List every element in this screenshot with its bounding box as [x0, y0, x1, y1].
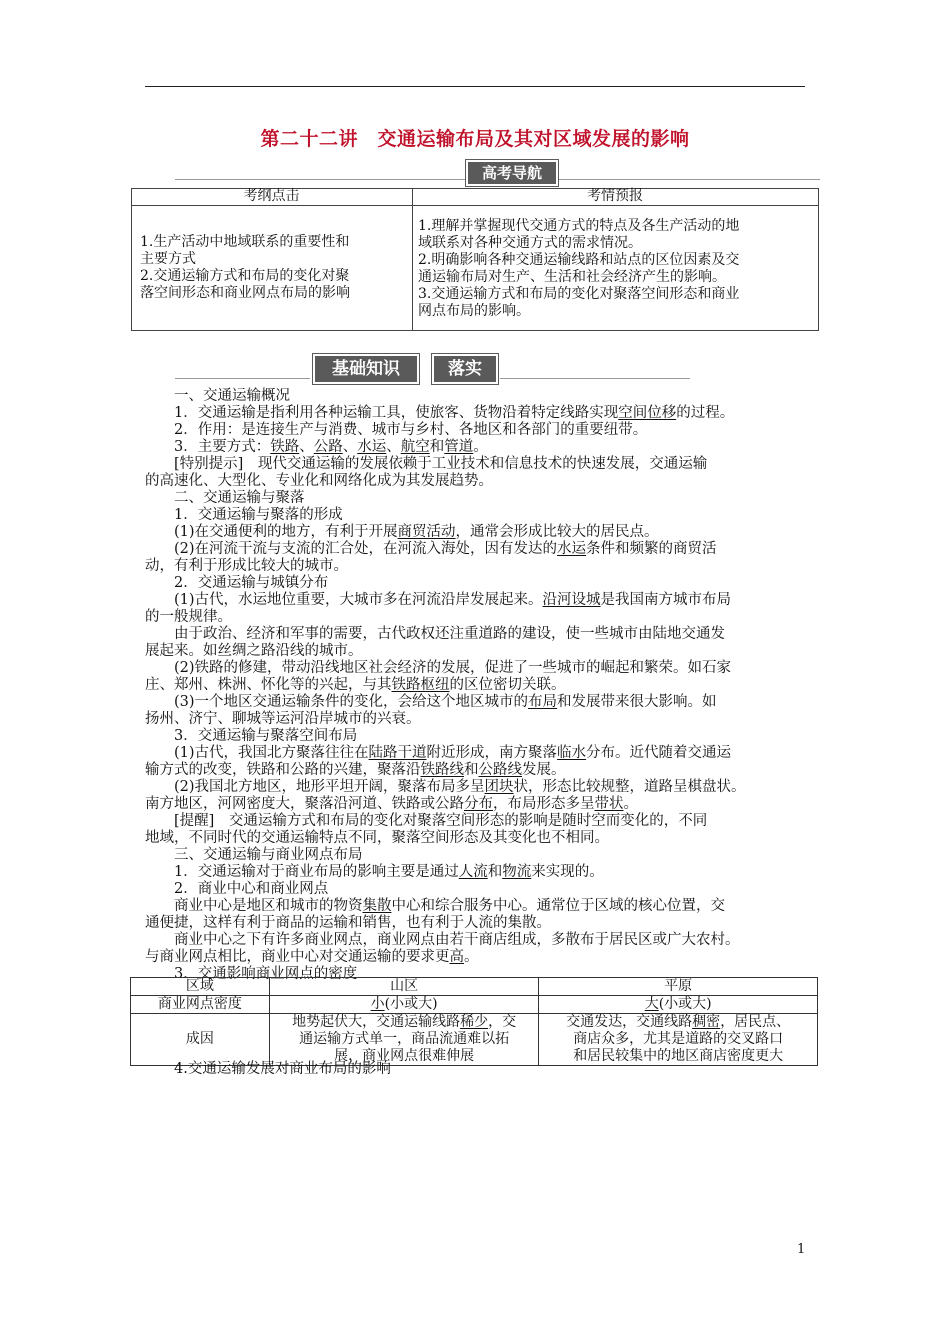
text-line: (1)在交通便利的地方，有利于开展商贸活动，通常会形成比较大的居民点。: [145, 524, 659, 540]
guide-col1-line: 1.生产活动中地域联系的重要性和: [140, 234, 350, 250]
banner2-line-left: [175, 378, 310, 379]
text-line: (1)古代，水运地位重要，大城市多在河流沿岸发展起来。沿河设城是我国南方城市布局: [145, 592, 732, 608]
answer-blank: 铁路枢纽: [391, 677, 450, 693]
gaokao-banner: 高考导航: [466, 160, 558, 186]
answer-blank: 公路: [313, 439, 343, 455]
text-line: (2)在河流干流与支流的汇合处，在河流入海处，因有发达的水运条件和频繁的商贸活: [145, 541, 717, 557]
table-cell: 商业网点密度: [131, 996, 270, 1014]
text-line: 地域，不同时代的交通运输特点不同，聚落空间形态及其变化也不相同。: [145, 830, 609, 846]
text-line: 庄、郑州、株洲、怀化等的兴起，与其铁路枢纽的区位密切关联。: [145, 677, 566, 693]
answer-blank: 临水: [557, 745, 587, 761]
guide-col2-line: 3.交通运输方式和布局的变化对聚落空间形态和商业: [418, 286, 740, 302]
text-line: 通便捷，这样有利于商品的运输和销售，也有利于人流的集散。: [145, 915, 551, 931]
answer-blank: 铁路线: [420, 762, 464, 778]
answer-blank: 航空: [400, 439, 430, 455]
table-row: [131, 1014, 818, 1066]
answer-blank: 水运: [357, 439, 387, 455]
answer-blank: 沿河设城: [542, 592, 601, 608]
guide-col2-line: 2.明确影响各种交通运输线路和站点的区位因素及交: [418, 252, 740, 268]
text-line: 动，有利于形成比较大的城市。: [145, 558, 348, 574]
guide-col2-line: 网点布局的影响。: [418, 303, 530, 319]
text-line: (1)古代，我国北方聚落往往在陆路干道附近形成，南方聚落临水分布。近代随着交通运: [145, 745, 732, 761]
answer-blank: 大: [644, 996, 659, 1012]
table-row: [131, 978, 818, 996]
answer-blank: 团块: [484, 779, 514, 795]
guide-table-header-rule: [131, 205, 819, 206]
header-rule: [145, 86, 805, 87]
text-line: 4.交通运输发展对商业布局的影响: [145, 1061, 391, 1077]
text-line: 南方地区，河网密度大，聚落沿河道、铁路或公路分布，布局形态多呈带状。: [145, 796, 638, 812]
table-cell: 小(小或大): [269, 996, 539, 1014]
density-table: [130, 977, 818, 1066]
text-line: 的高速化、大型化、专业化和网络化成为其发展趋势。: [145, 473, 493, 489]
text-line: 由于政治、经济和军事的需要，古代政权还注重道路的建设，使一些城市由陆地交通发: [145, 626, 725, 642]
answer-blank: 小: [370, 996, 385, 1012]
answer-blank: 陆路干道: [368, 745, 427, 761]
guide-col1-text: [140, 234, 350, 302]
guide-col2-line: 通运输布局对生产、生活和社会经济产生的影响。: [418, 269, 726, 285]
text-line: 3．交通影响商业网点的密度: [145, 966, 358, 982]
text-line: 输方式的改变，铁路和公路的兴建，聚落沿铁路线和公路线发展。: [145, 762, 566, 778]
table-header-cell: 山区: [269, 978, 539, 996]
answer-blank: 铁路: [270, 439, 300, 455]
text-line: (3)一个地区交通运输条件的变化，会给这个地区城市的布局和发展带来很大影响。如: [145, 694, 717, 710]
answer-blank: 高: [449, 949, 464, 965]
table-cell: 交通发达，交通线路稠密，居民点、 商店众多，尤其是道路的交叉路口 和居民较集中的地区商店密度更大: [539, 1014, 818, 1066]
table-header-cell: 区域: [131, 978, 270, 996]
text-line: 1．交通运输是指利用各种运输工具，使旅客、货物沿着特定线路实现空间位移的过程。: [145, 405, 735, 421]
text-line: 2．商业中心和商业网点: [145, 881, 329, 897]
page-title: 第二十二讲 交通运输布局及其对区域发展的影响: [260, 128, 690, 150]
text-line: 一、交通运输概况: [145, 388, 290, 404]
table-cell: 大(小或大): [539, 996, 818, 1014]
banner-line-right: [555, 179, 820, 180]
text-line: 商业中心是地区和城市的物资集散中心和综合服务中心。通常位于区域的核心位置，交: [145, 898, 725, 914]
answer-blank: 分布: [464, 796, 493, 812]
text-line: 扬州、济宁、聊城等运河沿岸城市的兴衰。: [145, 711, 421, 727]
text-line: 1．交通运输与聚落的形成: [145, 507, 343, 523]
practice-banner: 落实: [432, 354, 498, 384]
answer-blank: 水运: [557, 541, 587, 557]
guide-col2-line: 域联系对各种交通方式的需求情况。: [418, 235, 642, 251]
answer-blank: 布局: [528, 694, 558, 710]
answer-blank: 空间位移: [618, 405, 677, 421]
answer-blank: 稠密: [692, 1014, 721, 1030]
guide-col1-header: 考纲点击: [243, 188, 300, 204]
table-cell: 成因: [131, 1014, 270, 1066]
page-number: 1: [797, 1242, 806, 1257]
text-line: 展起来。如丝绸之路沿线的城市。: [145, 643, 363, 659]
text-line: 3．主要方式：铁路、公路、水运、航空和管道。: [145, 439, 488, 455]
text-line: (2)我国北方地区，地形平坦开阔，聚落布局多呈团块状，形态比较规整，道路呈棋盘状。: [145, 779, 746, 795]
answer-blank: 物流: [502, 864, 532, 880]
guide-col1-line: 落空间形态和商业网点布局的影响: [140, 285, 350, 301]
text-line: [提醒] 交通运输方式和布局的变化对聚落空间形态的影响是随时空而变化的，不同: [145, 813, 708, 829]
text-line: 的一般规律。: [145, 609, 232, 625]
guide-col2-line: 1.理解并掌握现代交通方式的特点及各生产活动的地: [418, 218, 740, 234]
answer-blank: 商贸活动: [397, 524, 456, 540]
answer-blank: 公路线: [478, 762, 522, 778]
banner-line-left: [175, 179, 465, 180]
basics-banner: 基础知识: [313, 354, 419, 384]
answer-blank: 管道: [444, 439, 474, 455]
text-line: 3．交通运输与聚落空间布局: [145, 728, 358, 744]
text-line: [特别提示] 现代交通运输的发展依赖于工业技术和信息技术的快速发展，交通运输: [145, 456, 708, 472]
text-line: 商业中心之下有许多商业网点，商业网点由若干商店组成，多散布于居民区或广大农村。: [145, 932, 740, 948]
guide-table-divider: [412, 188, 413, 331]
guide-col1-line: 2.交通运输方式和布局的变化对聚: [140, 268, 350, 284]
text-line: 二、交通运输与聚落: [145, 490, 305, 506]
guide-col2-text: [418, 218, 739, 320]
table-row: [131, 996, 818, 1014]
table-cell: 地势起伏大，交通运输线路稀少，交 通运输方式单一，商品流通难以拓 展，商业网点很难伸展: [269, 1014, 539, 1066]
answer-blank: 人流: [458, 864, 488, 880]
text-line: 1．交通运输对于商业布局的影响主要是通过人流和物流来实现的。: [145, 864, 604, 880]
answer-blank: 集散: [362, 898, 392, 914]
text-line: 三、交通运输与商业网点布局: [145, 847, 363, 863]
answer-blank: 带状: [594, 796, 624, 812]
text-line: (2)铁路的修建，带动沿线地区社会经济的发展，促进了一些城市的崛起和繁荣。如石家: [145, 660, 732, 676]
banner2-line-right: [500, 378, 690, 379]
text-line: 2．作用：是连接生产与消费、城市与乡村、各地区和各部门的重要纽带。: [145, 422, 648, 438]
text-line: 2．交通运输与城镇分布: [145, 575, 329, 591]
guide-col1-line: 主要方式: [140, 251, 196, 267]
guide-col2-header: 考情预报: [587, 188, 643, 204]
table-header-cell: 平原: [539, 978, 818, 996]
text-line: 与商业网点相比，商业中心对交通运输的要求更高。: [145, 949, 479, 965]
answer-blank: 稀少: [460, 1014, 489, 1030]
